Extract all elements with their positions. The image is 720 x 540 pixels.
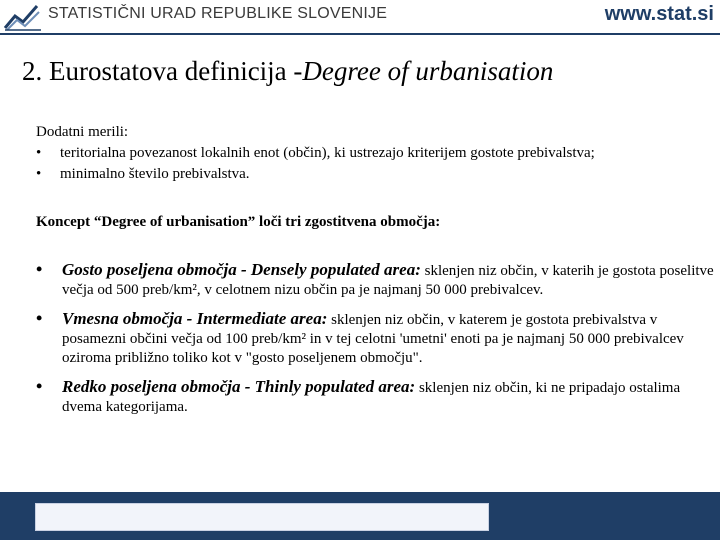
footer-panel	[35, 503, 489, 531]
area-description: sklenjen niz občin, v katerih je gostota poselitve večja od 500 preb/km², v celotnem nizu občin pa je najmanj 50 000 prebivalcev.	[62, 263, 714, 298]
header-divider	[0, 33, 720, 35]
title-prefix: 2. Eurostatova definicija -	[22, 56, 303, 86]
criteria-list	[36, 143, 706, 185]
area-item	[36, 260, 716, 300]
header	[0, 0, 720, 40]
area-description: sklenjen niz občin, ki ne pripadajo ostalima dvema kategorijama.	[62, 380, 681, 415]
area-list	[36, 260, 716, 426]
criteria-section	[36, 122, 706, 185]
area-item	[36, 309, 716, 368]
criteria-item: • teritorialna povezanost lokalnih enot (občin), ki ustrezajo kriterijem gostote prebivalstva;	[36, 143, 706, 164]
bullet: •	[36, 376, 43, 396]
area-item	[36, 377, 716, 417]
area-term: Redko poseljena območja - Thinly populated area:	[62, 377, 416, 396]
area-term: Vmesna območja - Intermediate area:	[62, 309, 328, 328]
sursi-logo-icon	[3, 2, 43, 32]
area-description: sklenjen niz občin, v katerem je gostota prebivalstva v posamezni občini večja od 100 preb/km² in v tej celotni 'umetni' enoti pa je najmanj 50 000 prebivalcev oziroma približno toliko kot v "gosto poseljenem območju".	[62, 312, 684, 366]
criteria-heading: Dodatni merili:	[36, 124, 129, 140]
criteria-item: • minimalno število prebivalstva.	[36, 164, 706, 185]
concept-heading: Koncept “Degree of urbanisation” loči tri zgostitvena območja:	[36, 214, 441, 230]
site-url-link[interactable]: www.stat.si	[604, 3, 714, 25]
area-term: Gosto poseljena območja - Densely populated area:	[62, 260, 421, 279]
organization-name: STATISTIČNI URAD REPUBLIKE SLOVENIJE	[48, 5, 388, 22]
title-italic: Degree of urbanisation	[302, 56, 554, 86]
slide-title	[22, 56, 553, 87]
bullet: •	[36, 308, 43, 328]
bullet: •	[36, 259, 43, 279]
